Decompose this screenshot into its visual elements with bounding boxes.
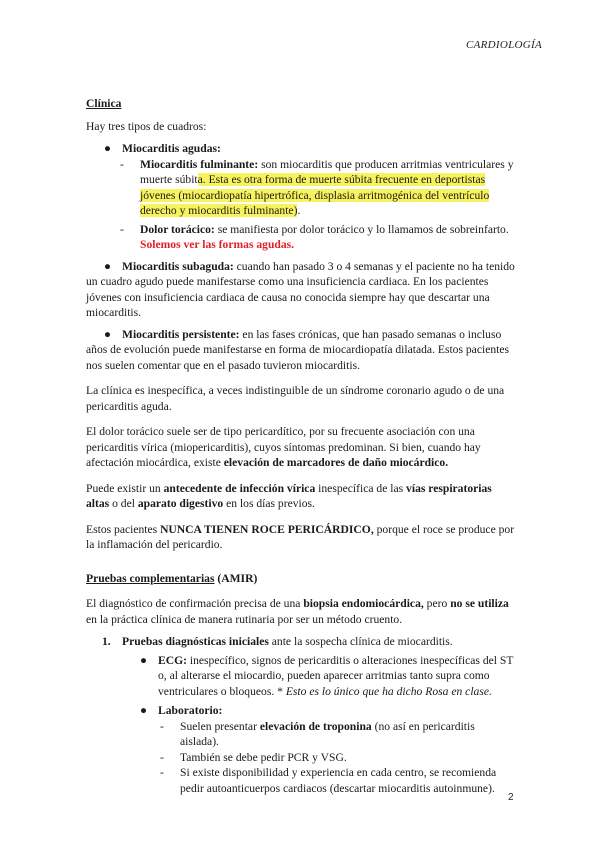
list-item-toracico: - Dolor torácico: se manifiesta por dolor torácico y lo llamamos de sobreinfarto. Solemos ver las formas agudas. [120,222,509,251]
dash-icon: - [160,766,164,779]
dash-icon: - [120,222,124,236]
laboratorio-sublist [158,719,516,797]
list-item-lab-pcr: - También se debe pedir PCR y VSG. [160,750,347,764]
bullet-icon: ● [104,142,112,155]
highlighted-text: a. Esta es otra forma de muerte súbita frecuente en deportistas jóvenes (miocardiopatía hipertrófica, displasia arritmogénica del ventrículo derecho y miocarditis fulminante) [140,173,490,217]
paragraph-roce: Estos pacientes NUNCA TIENEN ROCE PERICÁRDICO, porque el roce se produce por la inflamación del pericardio. [86,522,515,551]
paragraph-biopsia: El diagnóstico de confirmación precisa de una biopsia endomiocárdica, pero no se utiliza en la práctica clínica de manera rutinaria por ser un método cruento. [86,597,509,626]
bullet-icon: ● [140,704,148,717]
list-item-lab-autoanticuerpos: - Si existe disponibilidad y experiencia en cada centro, se recomienda pedir autoanticuerpos cardiacos (descartar miocarditis autoinmune). [160,766,497,795]
intro-text: Hay tres tipos de cuadros: [86,119,207,133]
list-item-agudas: ● Miocarditis agudas: - Miocarditis fulminante: son miocarditis que producen arritmias ventriculares y muerte súbita. Esta es otra forma de muerte súbita frecuente en deportistas jóvenes (miocardiopatía hipertrófica, displasia arritmogénica del ventrículo derecho y miocarditis fulminante). - Dolor torácico: se manifiesta por dolor torácico y lo llamamos de sobreinfarto. Solemos ver las formas agudas. [86,141,516,253]
dash-icon: - [160,719,164,733]
bullet-icon: ● [104,327,112,341]
agudas-sublist [86,157,516,253]
list-item-pruebas-iniciales: 1. Pruebas diagnósticas iniciales ante la sospecha clínica de miocarditis. ● ECG: inespecífico, signos de pericarditis o alteraciones inespecíficas del ST o, al alterarse el miocardio, pueden aparecer arritmias tanto supra como ventriculares o bloqueos. * Esto es lo único que ha dicho Rosa en clase. ● Laboratorio: - Suelen presentar elevación de troponina (no así en pericarditis aislada). - También se debe pedir PCR y VSG. - Si existe disponibilidad y experiencia en cada centro, se recomienda pedir autoanticuerpos cardiacos (descartar miocarditis autoinmune). [86,634,516,796]
pruebas-sublist [122,653,516,797]
pruebas-list [86,634,516,796]
list-item-subaguda: ● Miocarditis subaguda: cuando han pasado 3 o 4 semanas y el paciente no ha tenido un cuadro agudo puede manifestarse como una insuficiencia cardiaca. En los pacientes jóvenes con insuficiencia cardiaca de causa no conocida siempre hay que descartar una miocarditis. [86,259,515,319]
bullet-icon: ● [104,259,112,273]
list-item-fulminante: - Miocarditis fulminante: son miocarditis que producen arritmias ventriculares y muerte súbita. Esta es otra forma de muerte súbita frecuente en deportistas jóvenes (miocardiopatía hipertrófica, displasia arritmogénica del ventrículo derecho y miocarditis fulminante). [120,157,514,217]
bullet-icon: ● [140,653,148,667]
dash-icon: - [160,750,164,764]
list-item-laboratorio: ● Laboratorio: - Suelen presentar elevación de troponina (no así en pericarditis aislada). - También se debe pedir PCR y VSG. - Si existe disponibilidad y experiencia en cada centro, se recomienda pedir autoanticuerpos cardiacos (descartar miocarditis autoinmune). [122,703,516,796]
dash-icon: - [120,157,124,171]
page-number: 2 [508,792,514,803]
page-content [86,96,516,796]
paragraph-dolor-toracico: El dolor torácico suele ser de tipo pericardítico, por su frecuente asociación con una pericarditis vírica (miopericarditis), cuyos síntomas predominan. Si bien, cuando hay afectación miocárdica, existe elevación de marcadores de daño miocárdico. [86,425,481,469]
paragraph-antecedente: Puede existir un antecedente de infección vírica inespecífica de las vías respiratorias altas o del aparato digestivo en los días previos. [86,481,492,510]
running-header: CARDIOLOGÍA [465,39,542,51]
list-item-ecg: ● ECG: inespecífico, signos de pericarditis o alteraciones inespecíficas del ST o, al alterarse el miocardio, pueden aparecer arritmias tanto supra como ventriculares o bloqueos. * Esto es lo único que ha dicho Rosa en clase. [140,653,514,698]
red-emphasis-text: Solemos ver las formas agudas. [140,238,295,251]
paragraph-clinica-inespecifica: La clínica es inespecífica, a veces indistinguible de un síndrome coronario agudo o de una pericarditis aguda. [86,384,505,413]
list-item-lab-troponina: - Suelen presentar elevación de troponina (no así en pericarditis aislada). [160,719,475,748]
section-heading-pruebas: Pruebas complementarias (AMIR) [86,571,258,585]
section-heading-clinica: Clínica [86,97,122,110]
cuadros-list [86,141,516,373]
list-item-persistente: ● Miocarditis persistente: en las fases crónicas, que han pasado semanas o incluso años de evolución puede manifestarse en forma de miocardiopatía dilatada. Estos pacientes nos suelen comentar que en el pasado tuvieron miocarditis. [86,327,510,372]
